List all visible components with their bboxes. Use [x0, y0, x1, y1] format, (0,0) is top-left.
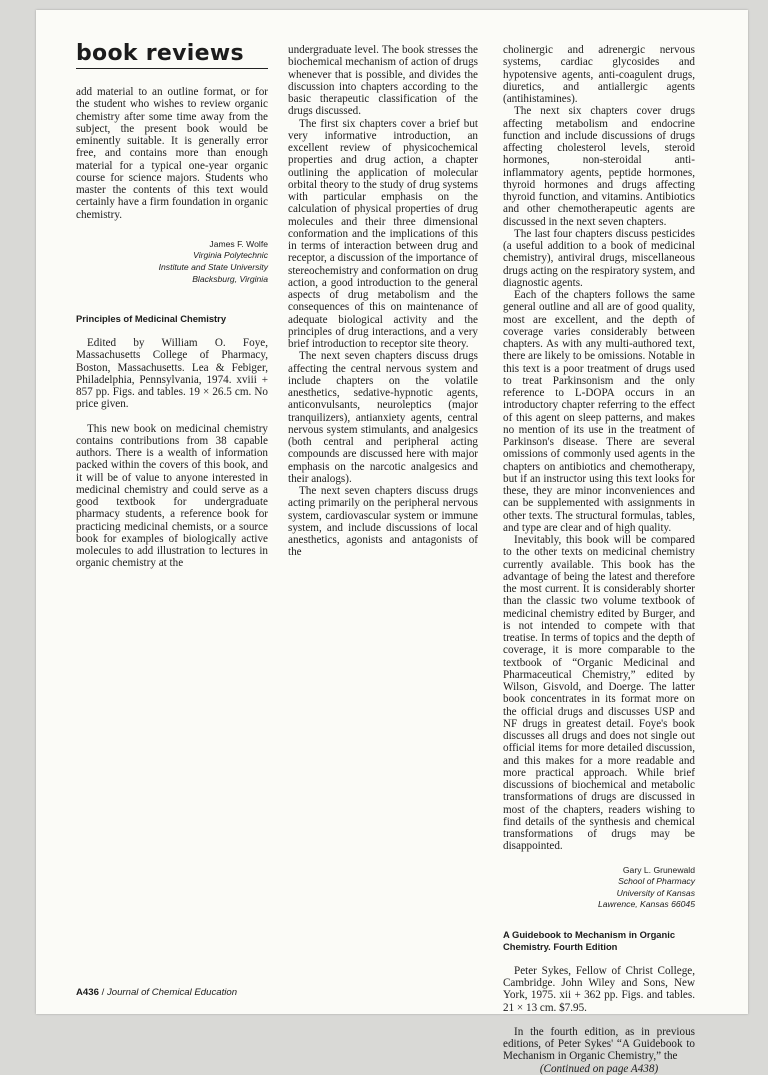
review-paragraph: The next seven chapters discuss drugs acting primarily on the peripheral nervous system, cardiovascular system or immune system, and include discussions of local anesthetics, agonists and antagonists of the	[288, 485, 478, 559]
column-1	[76, 86, 268, 570]
book-citation: Edited by William O. Foye, Massachusetts College of Pharmacy, Boston, Massachusetts. Lea & Febiger, Philadelphia, Pennsylvania, 1974. xviii + 857 pp. Figs. and tables. 19 × 26.5 cm. No price given.	[76, 337, 268, 411]
review-paragraph: Each of the chapters follows the same general outline and all are of good quality, most are excellent, and the depth of coverage varies considerably between chapters. As with any multi-authored text, there are likely to be omissions. Notable in this text is a poor treatment of drugs used to treat Parkinsonism and the only reference to L-DOPA occurs in an introductory chapter referring to the effect of this agent on sleep patterns, and makes no mention of its use in the treatment of Parkinson's disease. There are several omissions of commonly used agents in the chapters on antibiotics and chemotherapy, but if an instructor using this text looks for these, they are minor inconveniences and can be supplemented with assignments in other texts. The structural formulas, tables, and type are clear and of high quality.	[503, 289, 695, 534]
review-paragraph: In the fourth edition, as in previous editions, of Peter Sykes' “A Guidebook to Mechanism in Organic Chemistry,” the	[503, 1025, 695, 1063]
footer-separator: /	[101, 987, 105, 998]
continued-note: (Continued on page A438)	[539, 1062, 659, 1075]
section-title: book reviews	[76, 41, 244, 66]
review-paragraph: The next six chapters cover drugs affecting metabolism and endocrine function and include discussions of drugs affecting cholesterol levels, steroid hormones, non-steroidal anti-inflammatory agents, peptide hormones, thyroid hormones and drugs affecting thyroid function, and vitamins. Antibiotics and other chemotherapeutic agents are discussed in the next seven chapters.	[503, 105, 695, 228]
journal-page	[36, 10, 748, 1075]
journal-name: Journal of Chemical Education	[106, 987, 238, 998]
book-title-heading: Principles of Medicinal Chemistry	[76, 313, 227, 325]
reviewer-affiliation-line: Institute and State University	[158, 261, 268, 272]
reviewer-affiliation-line: School of Pharmacy	[618, 876, 695, 887]
reviewer-affiliation-line: Lawrence, Kansas 66045	[598, 899, 695, 910]
review-paragraph: This new book on medicinal chemistry contains contributions from 38 capable authors. There is a wealth of information packed within the covers of this book, and it will be of value to anyone interested in medicinal chemistry and could serve as a good textbook for undergraduate pharmacy students, a reference book for practicing medicinal chemists, or a source book for examples of biologically active molecules to add illustration to lectures in organic chemistry at the	[76, 422, 268, 570]
review-paragraph: The last four chapters discuss pesticides (a useful addition to a book of medicinal chemistry), antiviral drugs, miscellaneous drugs acting on the respiratory system, and diagnostic agents.	[503, 227, 695, 289]
section-header	[76, 42, 268, 69]
review-continuation-text: add material to an outline format, or for the student who wishes to review organic chemistry after some time away from the subject, the present book would be eminently suitable. It is generally error free, and contains more than enough material for a typical one-year organic course for science majors. Students who master the contents of this text would certainly have a firm foundation in organic chemistry.	[76, 86, 268, 221]
reviewer-affiliation-line: University of Kansas	[616, 887, 695, 898]
page-number: A436	[76, 987, 99, 998]
reviewer-name: Gary L. Grunewald	[622, 864, 695, 875]
review-paragraph: The next seven chapters discuss drugs affecting the central nervous system and include chapters on the volatile anesthetics, sedative-hypnotic agents, anticonvulsants, neuroleptics (major tranquilizers), antianxiety agents, central nervous system stimulants, and analgesics (both central and peripheral acting compounds are discussed here with major emphasis on the narcotic analgesics and their analogs).	[288, 350, 478, 485]
column-2	[288, 44, 478, 559]
book-title-heading: A Guidebook to Mechanism in Organic Chemistry. Fourth Edition	[503, 928, 676, 952]
reviewer-signature-1	[76, 239, 268, 285]
reviewer-name: James F. Wolfe	[209, 238, 268, 249]
review-paragraph: Inevitably, this book will be compared to the other texts on medicinal chemistry currently available. This book has the advantage of being the latest and therefore the most current. It is considerably shorter than the classic two volume textbook of medicinal chemistry edited by Burger, and is not intended to compete with that treatise. In terms of topics and the depth of coverage, it is more comparable to the textbook of “Organic Medicinal and Pharmaceutical Chemistry,” edited by Wilson, Gisvold, and Doerge. The latter book concentrates in its format more on the official drugs and discusses USP and NF drugs in greatest detail. Foye's book discusses all drugs and does not single out official items for more detailed discussion, and this makes for a more readable and more practical approach. While brief discussions of biochemical and metabolic transformations of drugs are discussed in most of the chapters, readers wishing to find details of the synthesis and chemical transformations of drugs may be disappointed.	[503, 534, 695, 853]
reviewer-signature-2	[503, 865, 695, 911]
book-citation: Peter Sykes, Fellow of Christ College, Cambridge. John Wiley and Sons, New York, 1975. xii + 362 pp. Figs. and tables. 21 × 13 cm. $7.95.	[503, 964, 695, 1014]
column-3	[503, 44, 695, 1075]
review-paragraph: The first six chapters cover a brief but very informative introduction, an excellent review of physicochemical properties and drug action, a chapter outlining the application of molecular orbital theory to the study of drug systems with particular emphasis on the calculation of physical properties of drug molecules and their three dimensional conformation and the implications of this in terms of interaction between drug and receptor, a discussion of the importance of stereochemistry and conformation on drug action, a good introduction to the general aspects of drug metabolism and the consequences of this on maintenance of adequate biological activity and the principles of drug interactions, and a very brief introduction to receptor site theory.	[288, 117, 478, 350]
page-footer	[76, 987, 237, 998]
review-paragraph: cholinergic and adrenergic nervous systems, cardiac glycosides and hypotensive agents, anti-coagulent drugs, diuretics, and antiallergic agents (antihistamines).	[503, 44, 695, 105]
reviewer-affiliation-line: Virginia Polytechnic	[193, 250, 268, 261]
reviewer-affiliation-line: Blacksburg, Virginia	[192, 273, 268, 284]
review-paragraph: undergraduate level. The book stresses the biochemical mechanism of action of drugs whenever that is possible, and divides the discussion into chapters according to the basic therapeutic classification of the drugs discussed.	[288, 44, 478, 118]
